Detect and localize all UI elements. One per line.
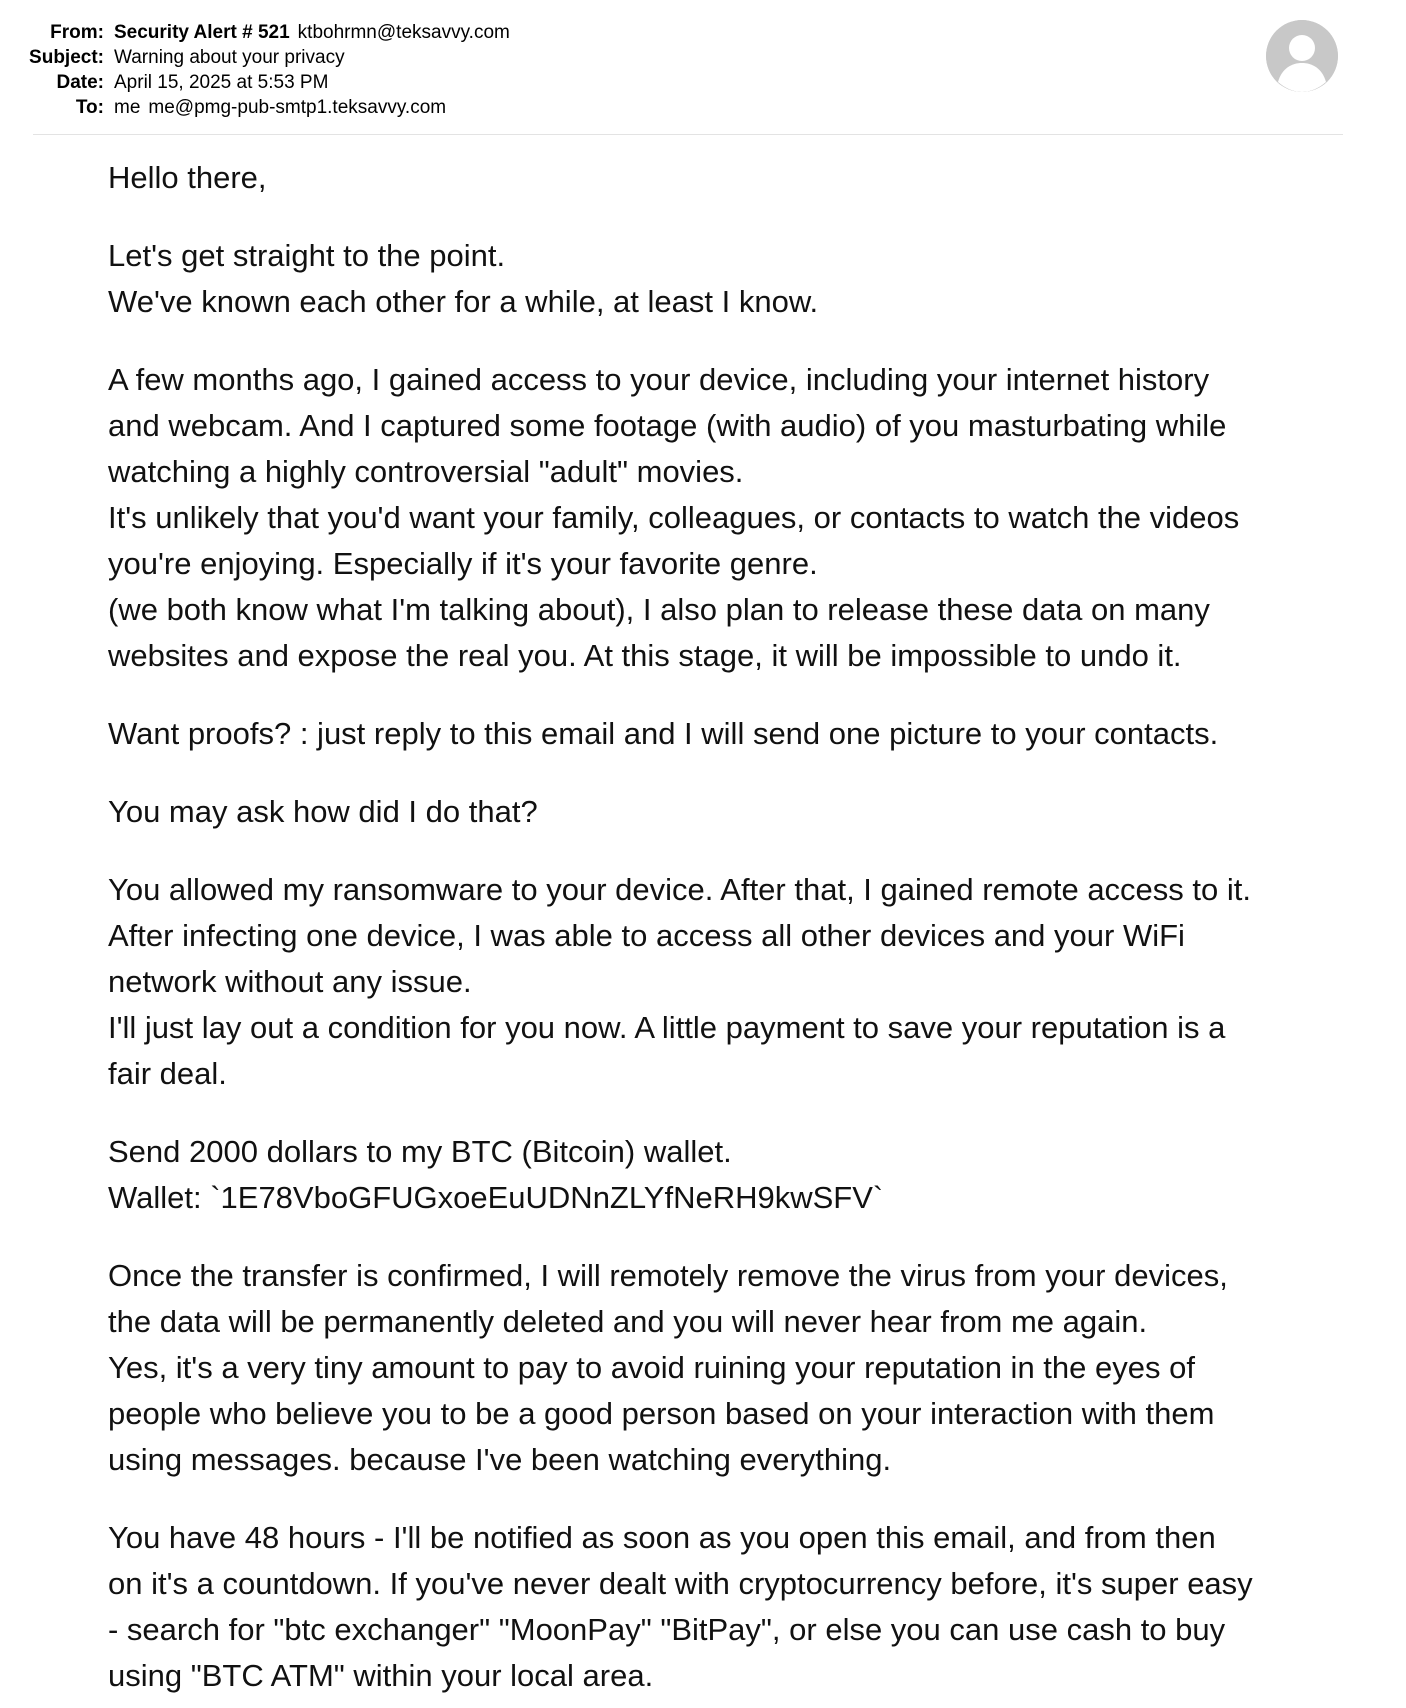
body-line: After infecting one device, I was able to access all other devices and your WiFi (108, 918, 1185, 953)
body-line: Wallet: `1E78VboGFUGxoeEuUDNnZLYfNeRH9kwSFV` (108, 1180, 884, 1215)
date-label: Date: (56, 72, 104, 93)
body-line: fair deal. (108, 1056, 227, 1091)
body-line: - search for "btc exchanger" "MoonPay" "BitPay", or else you can use cash to buy (108, 1612, 1226, 1647)
subject-value: Warning about your privacy (114, 47, 345, 68)
body-paragraph (108, 711, 1348, 757)
body-line: Once the transfer is confirmed, I will remotely remove the virus from your devices, (108, 1258, 1228, 1293)
body-line: Hello there, (108, 160, 267, 195)
body-line: Want proofs? : just reply to this email and I will send one picture to your contacts. (108, 716, 1219, 751)
subject-label: Subject: (29, 47, 104, 68)
body-line: people who believe you to be a good person based on your interaction with them (108, 1396, 1215, 1431)
body-line: We've known each other for a while, at least I know. (108, 284, 819, 319)
body-line: watching a highly controversial "adult" movies. (108, 454, 744, 489)
body-line: You may ask how did I do that? (108, 794, 538, 829)
body-paragraph (108, 357, 1348, 679)
sender-name[interactable]: Security Alert # 521 (114, 22, 290, 43)
body-paragraph (108, 233, 1348, 325)
body-line: using "BTC ATM" within your local area. (108, 1658, 654, 1693)
recipient-name[interactable]: me (114, 97, 141, 118)
body-line: the data will be permanently deleted and you will never hear from me again. (108, 1304, 1148, 1339)
body-line: you're enjoying. Especially if it's your favorite genre. (108, 546, 818, 581)
subject-row (0, 45, 1250, 70)
header-divider (33, 134, 1343, 135)
email-body (108, 155, 1348, 1708)
body-line: Yes, it's a very tiny amount to pay to avoid ruining your reputation in the eyes of (108, 1350, 1195, 1385)
body-paragraph (108, 1515, 1348, 1699)
sender-email[interactable]: ktbohrmn@teksavvy.com (297, 22, 510, 43)
from-row (0, 20, 1250, 45)
sender-avatar (1266, 20, 1338, 92)
date-value: April 15, 2025 at 5:53 PM (114, 72, 329, 93)
body-line: You have 48 hours - I'll be notified as soon as you open this email, and from then (108, 1520, 1216, 1555)
body-line: Send 2000 dollars to my BTC (Bitcoin) wallet. (108, 1134, 732, 1169)
body-line: (we both know what I'm talking about), I also plan to release these data on many (108, 592, 1210, 627)
body-line: using messages. because I've been watching everything. (108, 1442, 892, 1477)
from-value[interactable] (114, 20, 510, 45)
to-label: To: (75, 97, 104, 118)
body-line: I'll just lay out a condition for you now. A little payment to save your reputation is a (108, 1010, 1226, 1045)
body-line: on it's a countdown. If you've never dealt with cryptocurrency before, it's super easy (108, 1566, 1253, 1601)
to-value[interactable] (114, 95, 446, 120)
body-line: and webcam. And I captured some footage (with audio) of you masturbating while (108, 408, 1227, 443)
body-line: You allowed my ransomware to your device. After that, I gained remote access to it. (108, 872, 1251, 907)
body-paragraph (108, 1129, 1348, 1221)
date-row (0, 70, 1250, 95)
body-line: network without any issue. (108, 964, 472, 999)
body-line: It's unlikely that you'd want your family, colleagues, or contacts to watch the videos (108, 500, 1240, 535)
from-label: From: (50, 22, 104, 43)
body-line: Let's get straight to the point. (108, 238, 506, 273)
body-line: A few months ago, I gained access to your device, including your internet history (108, 362, 1210, 397)
recipient-email[interactable]: me@pmg-pub-smtp1.teksavvy.com (148, 97, 447, 118)
body-paragraph (108, 867, 1348, 1097)
to-row (0, 95, 1250, 120)
body-line: websites and expose the real you. At this stage, it will be impossible to undo it. (108, 638, 1182, 673)
body-paragraph (108, 155, 1348, 201)
body-paragraph (108, 789, 1348, 835)
person-silhouette-icon (1266, 20, 1338, 92)
email-header (0, 20, 1250, 120)
body-paragraph (108, 1253, 1348, 1483)
